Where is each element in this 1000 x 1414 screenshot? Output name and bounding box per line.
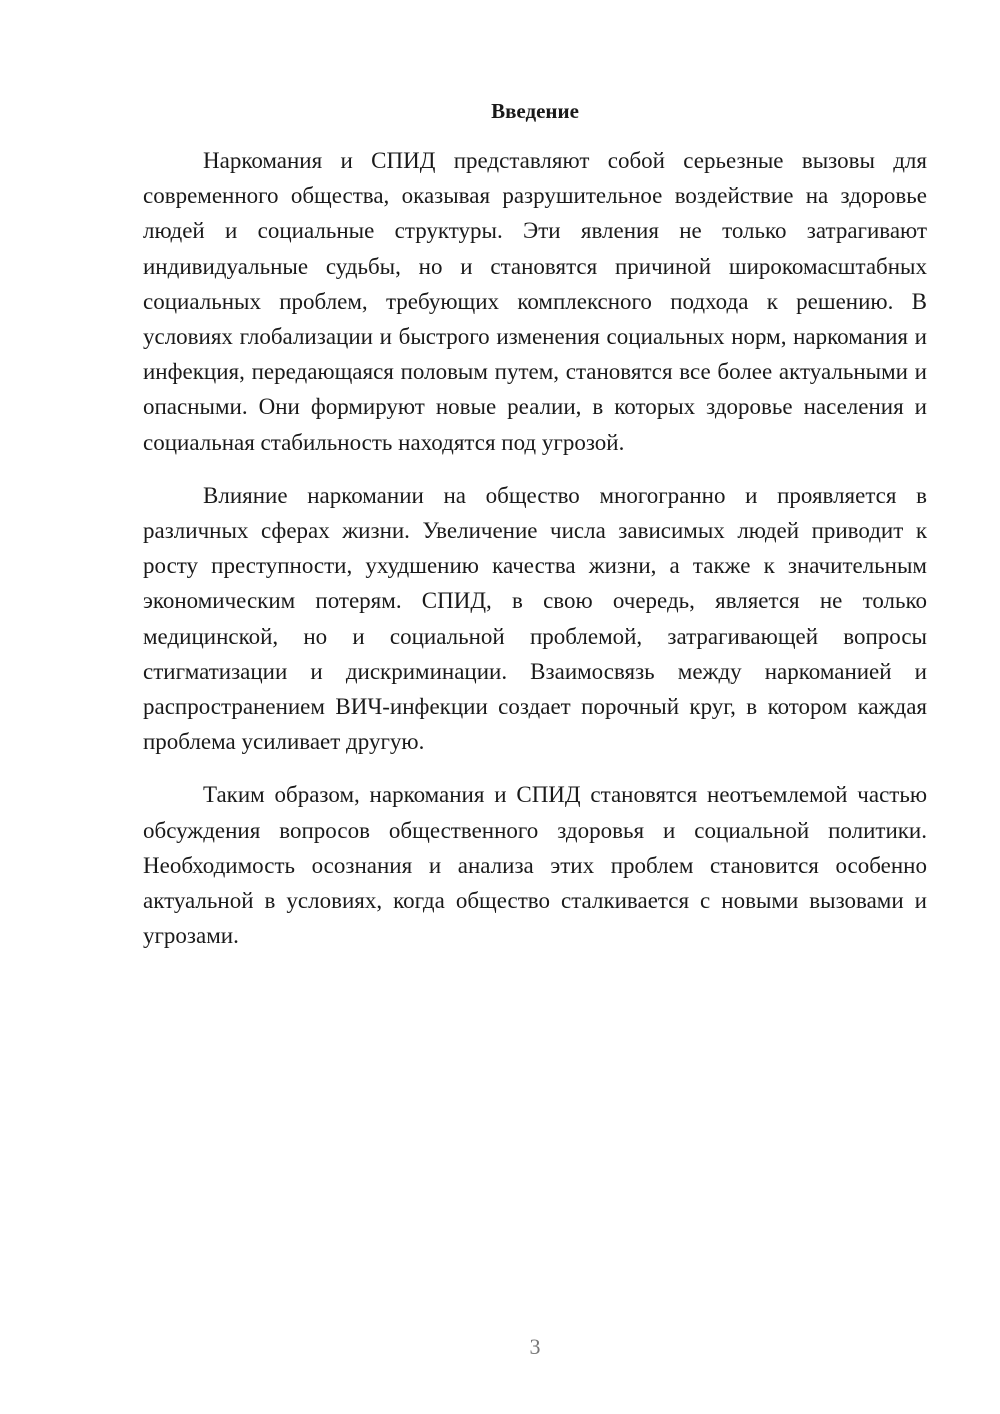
paragraph-2: Влияние наркомании на общество многогранно и проявляется в различных сферах жизни. Увеличение числа зависимых людей приводит к росту преступности, ухудшению качества жизни, а также к значительным экономическим потерям. СПИД, в свою очередь, является не только медицинской, но и социальной проблемой, затрагивающей вопросы стигматизации и дискриминации. Взаимосвязь между наркоманией и распространением ВИЧ-инфекции создает порочный круг, в котором каждая проблема усиливает другую. <box>143 482 927 755</box>
page-number: 3 <box>529 1334 541 1359</box>
paragraph-3: Таким образом, наркомания и СПИД становятся неотъемлемой частью обсуждения вопросов общественного здоровья и социальной политики. Необходимость осознания и анализа этих проблем становится особенно актуальной в условиях, когда общество сталкивается с новыми вызовами и угрозами. <box>143 782 927 949</box>
section-title: Введение <box>491 99 579 123</box>
body-text <box>143 143 927 971</box>
paragraph-1: Наркомания и СПИД представляют собой серьезные вызовы для современного общества, оказывая разрушительное воздействие на здоровье людей и социальные структуры. Эти явления не только затрагивают индивидуальные судьбы, но и становятся причиной широкомасштабных социальных проблем, требующих комплексного подхода к решению. В условиях глобализации и быстрого изменения социальных норм, наркомания и инфекция, передающаяся половым путем, становятся все более актуальными и опасными. Они формируют новые реалии, в которых здоровье населения и социальная стабильность находятся под угрозой. <box>143 148 927 455</box>
